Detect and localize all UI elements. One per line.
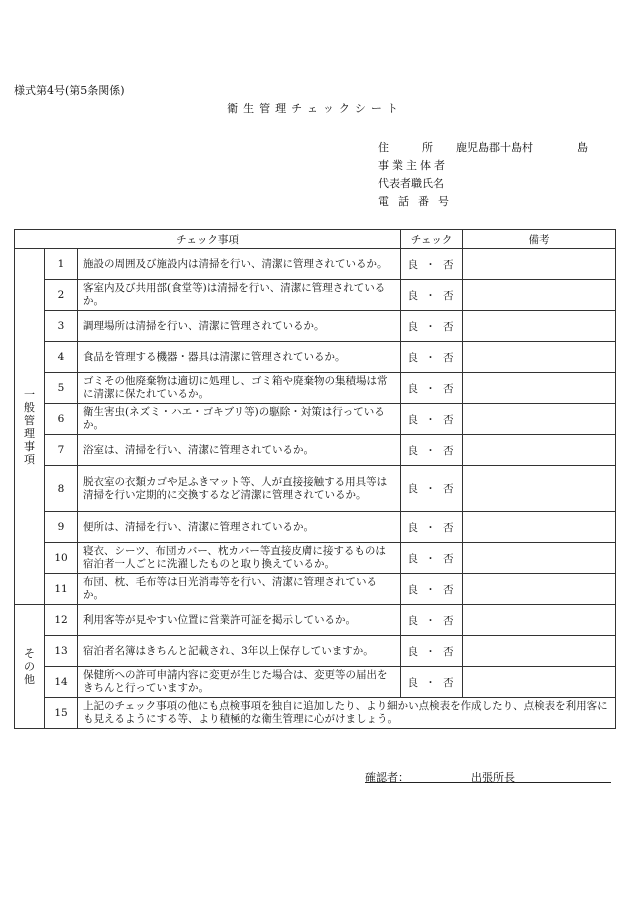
check-result-good-bad[interactable]: 良 ・ 否 (401, 249, 463, 280)
notes-cell[interactable] (463, 636, 616, 667)
check-item-text: 宿泊者名簿はきちんと記載され、3年以上保存していますか。 (78, 636, 401, 667)
notes-cell[interactable] (463, 543, 616, 574)
check-item-text: 上記のチェック事項の他にも点検事項を独自に追加したり、より細かい点検表を作成したり、点検表を利用客にも見えるようにする等、より積極的な衛生管理に心がけましょう。 (78, 698, 616, 729)
header-notes: 備考 (463, 230, 616, 249)
representative-label: 代表者職氏名 (378, 177, 444, 190)
check-item-text: 衛生害虫(ネズミ・ハエ・ゴキブリ等)の駆除・対策は行っているか。 (78, 404, 401, 435)
notes-cell[interactable] (463, 667, 616, 698)
row-number: 5 (45, 373, 78, 404)
table-row (15, 512, 616, 543)
check-item-text: 布団、枕、毛布等は日光消毒等を行い、清潔に管理されているか。 (78, 574, 401, 605)
check-item-text: 保健所への許可申請内容に変更が生じた場合は、変更等の届出をきちんと行っていますか。 (78, 667, 401, 698)
table-row (15, 435, 616, 466)
check-result-good-bad[interactable]: 良 ・ 否 (401, 667, 463, 698)
notes-cell[interactable] (463, 574, 616, 605)
row-number: 11 (45, 574, 78, 605)
check-result-good-bad[interactable]: 良 ・ 否 (401, 404, 463, 435)
check-item-text: 客室内及び共用部(食堂等)は清掃を行い、清潔に管理されているか。 (78, 280, 401, 311)
table-row (15, 373, 616, 404)
check-item-text: 利用客等が見やすい位置に営業許可証を掲示しているか。 (78, 605, 401, 636)
check-item-text: ゴミその他廃棄物は適切に処理し、ゴミ箱や廃棄物の集積場は常に清潔に保たれているか。 (78, 373, 401, 404)
table-row (15, 311, 616, 342)
row-number: 1 (45, 249, 78, 280)
operator-row (378, 156, 588, 174)
confirm-label: 確認者： (365, 771, 409, 784)
checklist-table (14, 229, 616, 729)
notes-cell[interactable] (463, 466, 616, 512)
address-island-suffix: 島 (577, 141, 588, 154)
table-row (15, 698, 616, 729)
check-item-text: 調理場所は清掃を行い、清潔に管理されているか。 (78, 311, 401, 342)
table-row (15, 667, 616, 698)
table-row (15, 605, 616, 636)
operator-label: 事業主体者 (378, 159, 448, 172)
row-number: 2 (45, 280, 78, 311)
notes-cell[interactable] (463, 280, 616, 311)
check-item-text: 浴室は、清掃を行い、清潔に管理されているか。 (78, 435, 401, 466)
row-number: 9 (45, 512, 78, 543)
notes-cell[interactable] (463, 435, 616, 466)
table-header-row (15, 230, 616, 249)
phone-label: 電話番号 (378, 195, 458, 208)
table-row (15, 636, 616, 667)
row-number: 10 (45, 543, 78, 574)
notes-cell[interactable] (463, 342, 616, 373)
table-row (15, 280, 616, 311)
check-item-text: 便所は、清掃を行い、清潔に管理されているか。 (78, 512, 401, 543)
category-other (15, 605, 45, 729)
address-row (378, 138, 588, 156)
office-chief-label: 出張所長 (471, 771, 515, 784)
check-result-good-bad[interactable]: 良 ・ 否 (401, 543, 463, 574)
row-number: 7 (45, 435, 78, 466)
check-result-good-bad[interactable]: 良 ・ 否 (401, 311, 463, 342)
row-number: 12 (45, 605, 78, 636)
check-result-good-bad[interactable]: 良 ・ 否 (401, 373, 463, 404)
header-check-item: チェック事項 (15, 230, 401, 249)
form-number: 様式第4号(第5条関係) (14, 84, 125, 97)
category-general (15, 249, 45, 605)
notes-cell[interactable] (463, 605, 616, 636)
row-number: 15 (45, 698, 78, 729)
address-value: 鹿児島郡十島村 (456, 141, 533, 154)
check-item-text: 脱衣室の衣類カゴや足ふきマット等、人が直接接触する用具等は清掃を行い定期的に交換するなど清潔に管理されているか。 (78, 466, 401, 512)
check-result-good-bad[interactable]: 良 ・ 否 (401, 636, 463, 667)
phone-row (378, 192, 588, 210)
row-number: 14 (45, 667, 78, 698)
check-result-good-bad[interactable]: 良 ・ 否 (401, 466, 463, 512)
check-item-text: 寝衣、シーツ、布団カバー、枕カバー等直接皮膚に接するものは宿泊者一人ごとに洗濯したものと取り換えているか。 (78, 543, 401, 574)
document-title: 衛生管理チェックシート (227, 102, 403, 115)
check-result-good-bad[interactable]: 良 ・ 否 (401, 435, 463, 466)
row-number: 3 (45, 311, 78, 342)
check-result-good-bad[interactable]: 良 ・ 否 (401, 574, 463, 605)
row-number: 13 (45, 636, 78, 667)
header-check: チェック (401, 230, 463, 249)
notes-cell[interactable] (463, 373, 616, 404)
table-row (15, 543, 616, 574)
table-row (15, 249, 616, 280)
row-number: 8 (45, 466, 78, 512)
notes-cell[interactable] (463, 249, 616, 280)
row-number: 4 (45, 342, 78, 373)
category-label: 一般管理事項 (24, 387, 35, 466)
check-result-good-bad[interactable]: 良 ・ 否 (401, 605, 463, 636)
table-row (15, 342, 616, 373)
table-row (15, 466, 616, 512)
notes-cell[interactable] (463, 404, 616, 435)
row-number: 6 (45, 404, 78, 435)
check-result-good-bad[interactable]: 良 ・ 否 (401, 280, 463, 311)
check-item-text: 施設の周囲及び施設内は清掃を行い、清潔に管理されているか。 (78, 249, 401, 280)
check-result-good-bad[interactable]: 良 ・ 否 (401, 342, 463, 373)
check-item-text: 食品を管理する機器・器具は清潔に管理されているか。 (78, 342, 401, 373)
category-label: その他 (24, 647, 35, 686)
applicant-info (378, 138, 588, 210)
signature-line (365, 782, 611, 783)
notes-cell[interactable] (463, 512, 616, 543)
representative-row (378, 174, 588, 192)
address-label: 住 所 (378, 141, 433, 154)
table-row (15, 404, 616, 435)
table-row (15, 574, 616, 605)
notes-cell[interactable] (463, 311, 616, 342)
check-result-good-bad[interactable]: 良 ・ 否 (401, 512, 463, 543)
